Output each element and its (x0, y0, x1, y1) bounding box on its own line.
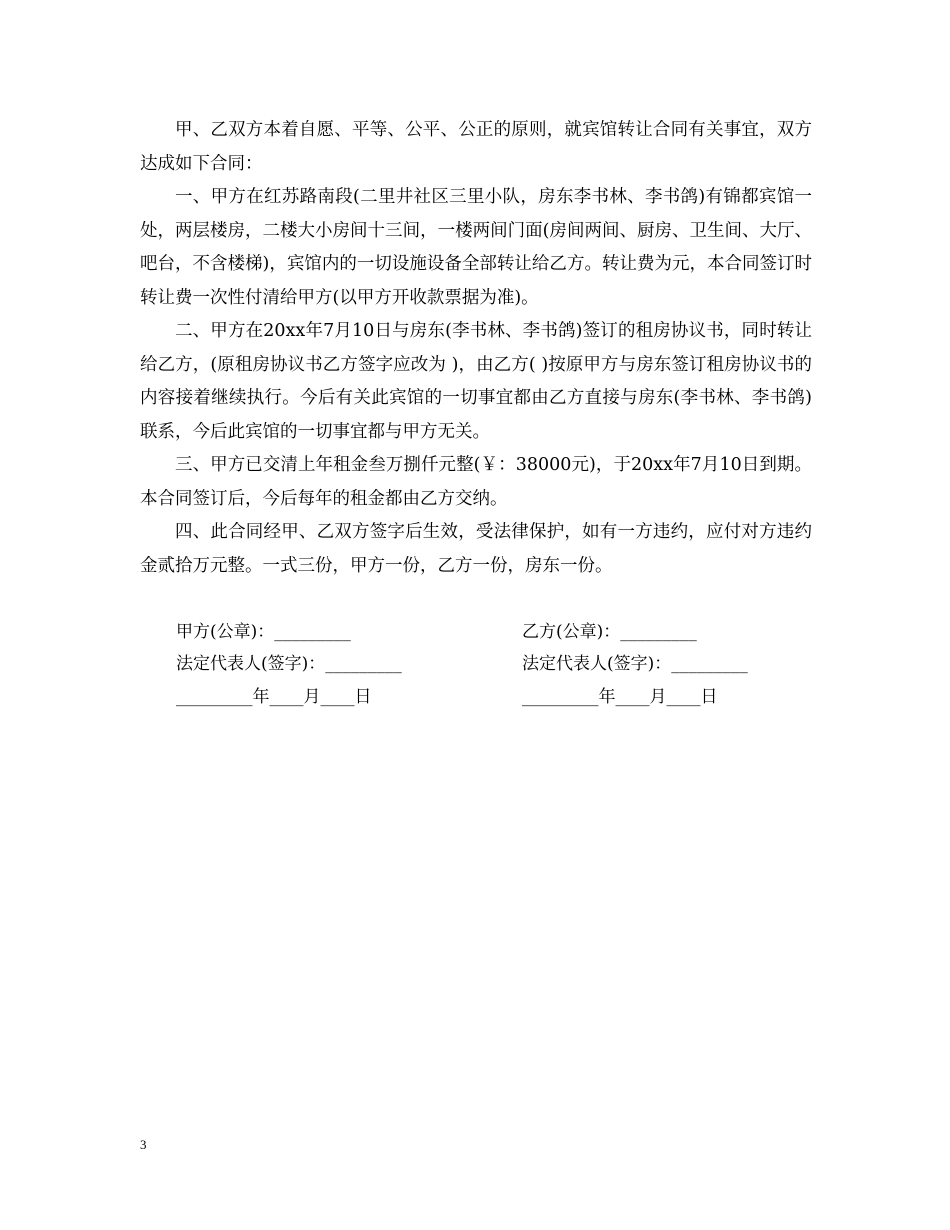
page-number: 3 (140, 1137, 147, 1152)
paragraph-preamble: 甲、乙双方本着自愿、平等、公平、公正的原则，就宾馆转让合同有关事宜，双方达成如下合同： (140, 120, 812, 174)
paragraph-clause-3: 三、甲方已交清上年租金叁万捌仟元整(￥：38000元)，于20xx年7月10日到期。本合同签订后，今后每年的租金都由乙方交纳。 (140, 455, 812, 509)
signature-row-date (176, 682, 816, 712)
party-a-date: _________年____月____日 (176, 687, 372, 707)
party-b-representative: 法定代表人(签字)：_________ (522, 654, 748, 674)
paragraph-clause-2: 二、甲方在20xx年7月10日与房东(李书林、李书鸽)签订的租房协议书，同时转让给乙方，(原租房协议书乙方签字应改为 )，由乙方( )按原甲方与房东签订租房协议书的内容接着继续执行。今后有关此宾馆的一切事宜都由乙方直接与房东(李书林、李书鸽)联系，今后此宾馆的一切事宜都与甲方无关。 (140, 321, 812, 442)
contract-body (140, 114, 812, 583)
party-b-date: _________年____月____日 (522, 687, 718, 707)
paragraph-clause-4: 四、此合同经甲、乙双方签字后生效，受法律保护，如有一方违约，应付对方违约金贰拾万元整。一式三份，甲方一份，乙方一份，房东一份。 (140, 522, 812, 576)
paragraph-clause-1: 一、甲方在红苏路南段(二里井社区三里小队，房东李书林、李书鸽)有锦都宾馆一处，两层楼房，二楼大小房间十三间，一楼两间门面(房间两间、厨房、卫生间、大厅、吧台，不含楼梯)，宾馆内的一切设施设备全部转让给乙方。转让费为元，本合同签订时转让费一次性付清给甲方(以甲方开收款票据为准)。 (140, 187, 812, 308)
party-a-representative: 法定代表人(签字)：_________ (176, 654, 402, 674)
signature-row-seal (176, 617, 816, 647)
party-b-seal: 乙方(公章)：_________ (522, 622, 697, 642)
party-a-seal: 甲方(公章)：_________ (176, 622, 351, 642)
signature-row-rep (176, 649, 816, 679)
